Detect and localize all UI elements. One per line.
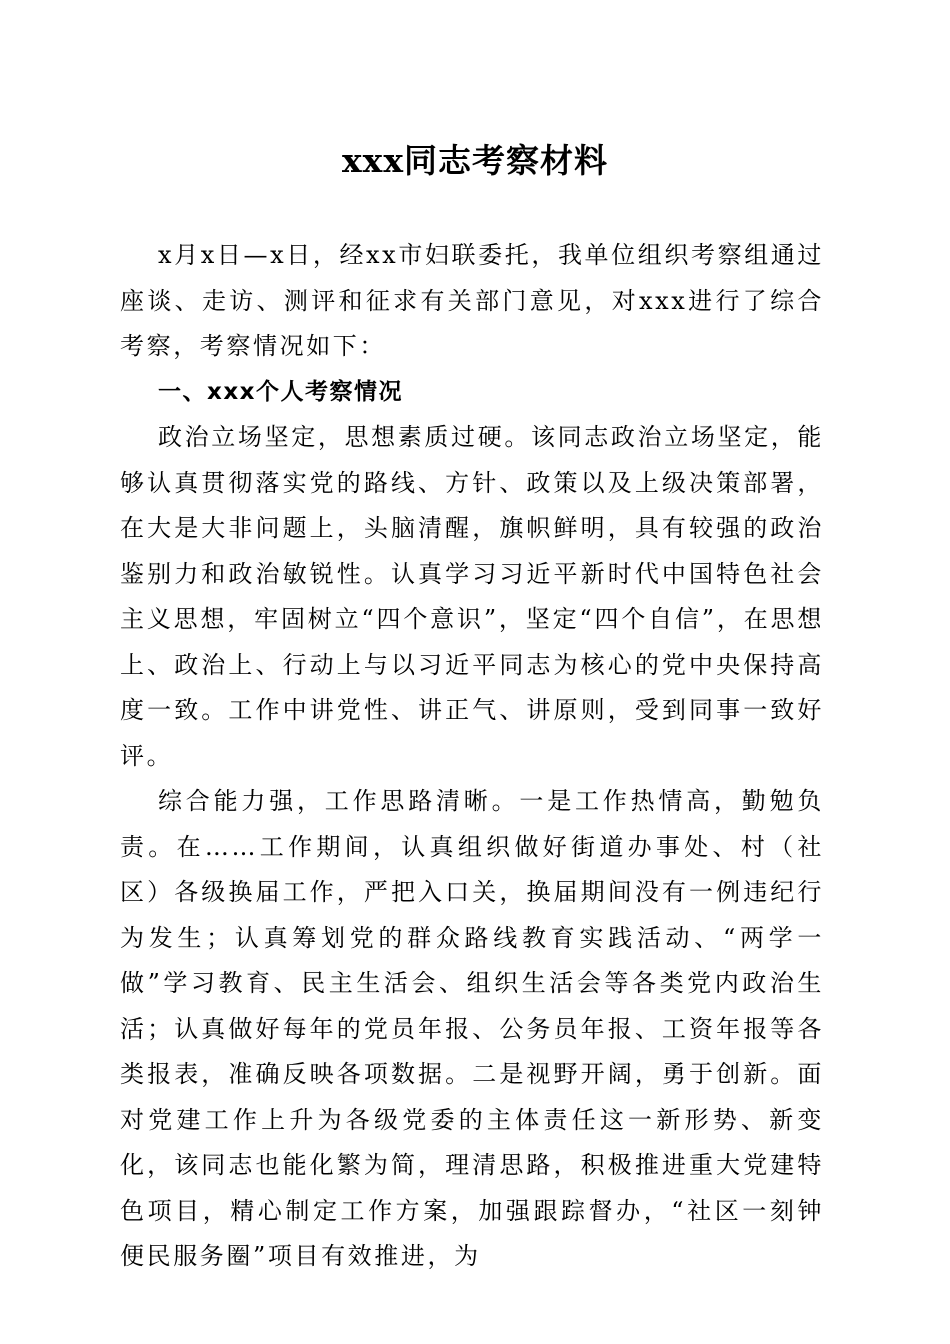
paragraph-ability: 综合能力强，工作思路清晰。一是工作热情高，勤勉负责。在……工作期间，认真组织做好街道办事处、村（社区）各级换届工作，严把入口关，换届期间没有一例违纪行为发生；认真筹划党的群众路线教育实践活动、“两学一做”学习教育、民主生活会、组织生活会等各类党内政治生活；认真做好每年的党员年报、公务员年报、工资年报等各类报表，准确反映各项数据。二是视野开阔，勇于创新。面对党建工作上升为各级党委的主体责任这一新形势、新变化，该同志也能化繁为简，理清思路，积极推进重大党建特色项目，精心制定工作方案，加强跟踪督办，“社区一刻钟便民服务圈”项目有效推进，为: [120, 787, 824, 1270]
document-body: [120, 233, 824, 1280]
paragraph-political-stance: 政治立场坚定，思想素质过硬。该同志政治立场坚定，能够认真贯彻落实党的路线、方针、政策以及上级决策部署，在大是大非问题上，头脑清醒，旗帜鲜明，具有较强的政治鉴别力和政治敏锐性。认真学习习近平新时代中国特色社会主义思想，牢固树立“四个意识”，坚定“四个自信”，在思想上、政治上、行动上与以习近平同志为核心的党中央保持高度一致。工作中讲党性、讲正气、讲原则，受到同事一致好评。: [120, 423, 824, 770]
section-heading: 一、xxx个人考察情况: [158, 378, 404, 405]
intro-paragraph: x月x日—x日，经xx市妇联委托，我单位组织考察组通过座谈、走访、测评和征求有关部门意见，对xxx进行了综合考察，考察情况如下：: [120, 241, 824, 360]
document-title: xxx同志考察材料: [341, 141, 609, 180]
